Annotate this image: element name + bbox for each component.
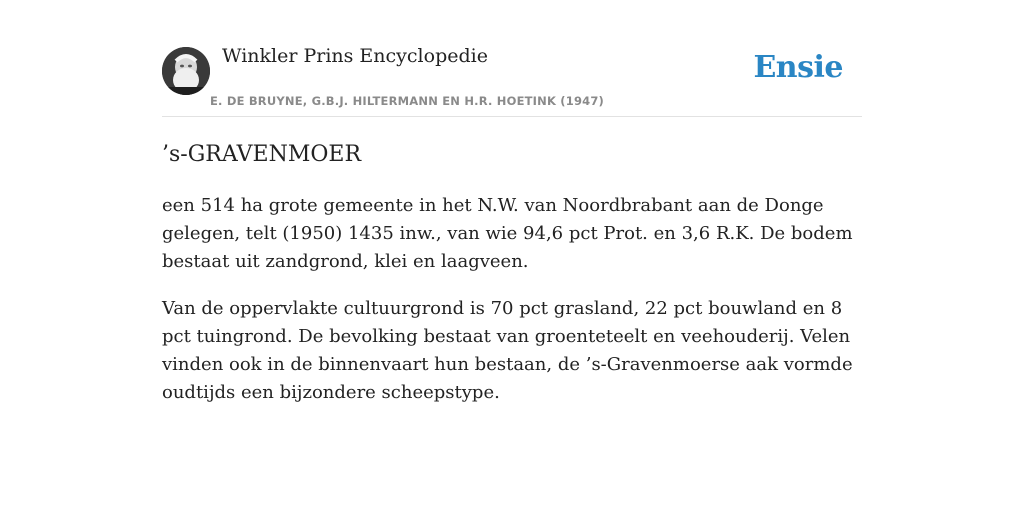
article-paragraph: Van de oppervlakte cultuurgrond is 70 pct grasland, 22 pct bouwland en 8 pct tuingrond. De bevolking bestaat van groenteteelt en veehouderij. Velen vinden ook in de binnenvaart hun bestaan, de ’s-Gravenmoerse aak vormde oudtijds een bijzondere scheepstype. — [162, 298, 853, 403]
article — [162, 138, 862, 407]
brand-logo[interactable]: Ensie — [753, 50, 843, 85]
authors-line: E. DE BRUYNE, G.B.J. HILTERMANN EN H.R. HOETINK (1947) — [210, 94, 605, 108]
author-avatar[interactable] — [162, 47, 210, 95]
header — [162, 0, 862, 117]
site-title[interactable]: Winkler Prins Encyclopedie — [222, 45, 488, 67]
article-paragraph: een 514 ha grote gemeente in het N.W. van Noordbrabant aan de Donge gelegen, telt (1950) 1435 inw., van wie 94,6 pct Prot. en 3,6 R.K. De bodem bestaat uit zandgrond, klei en laagveen. — [162, 195, 853, 272]
article-title: ’s-GRAVENMOER — [162, 142, 362, 167]
portrait-image — [162, 47, 210, 95]
